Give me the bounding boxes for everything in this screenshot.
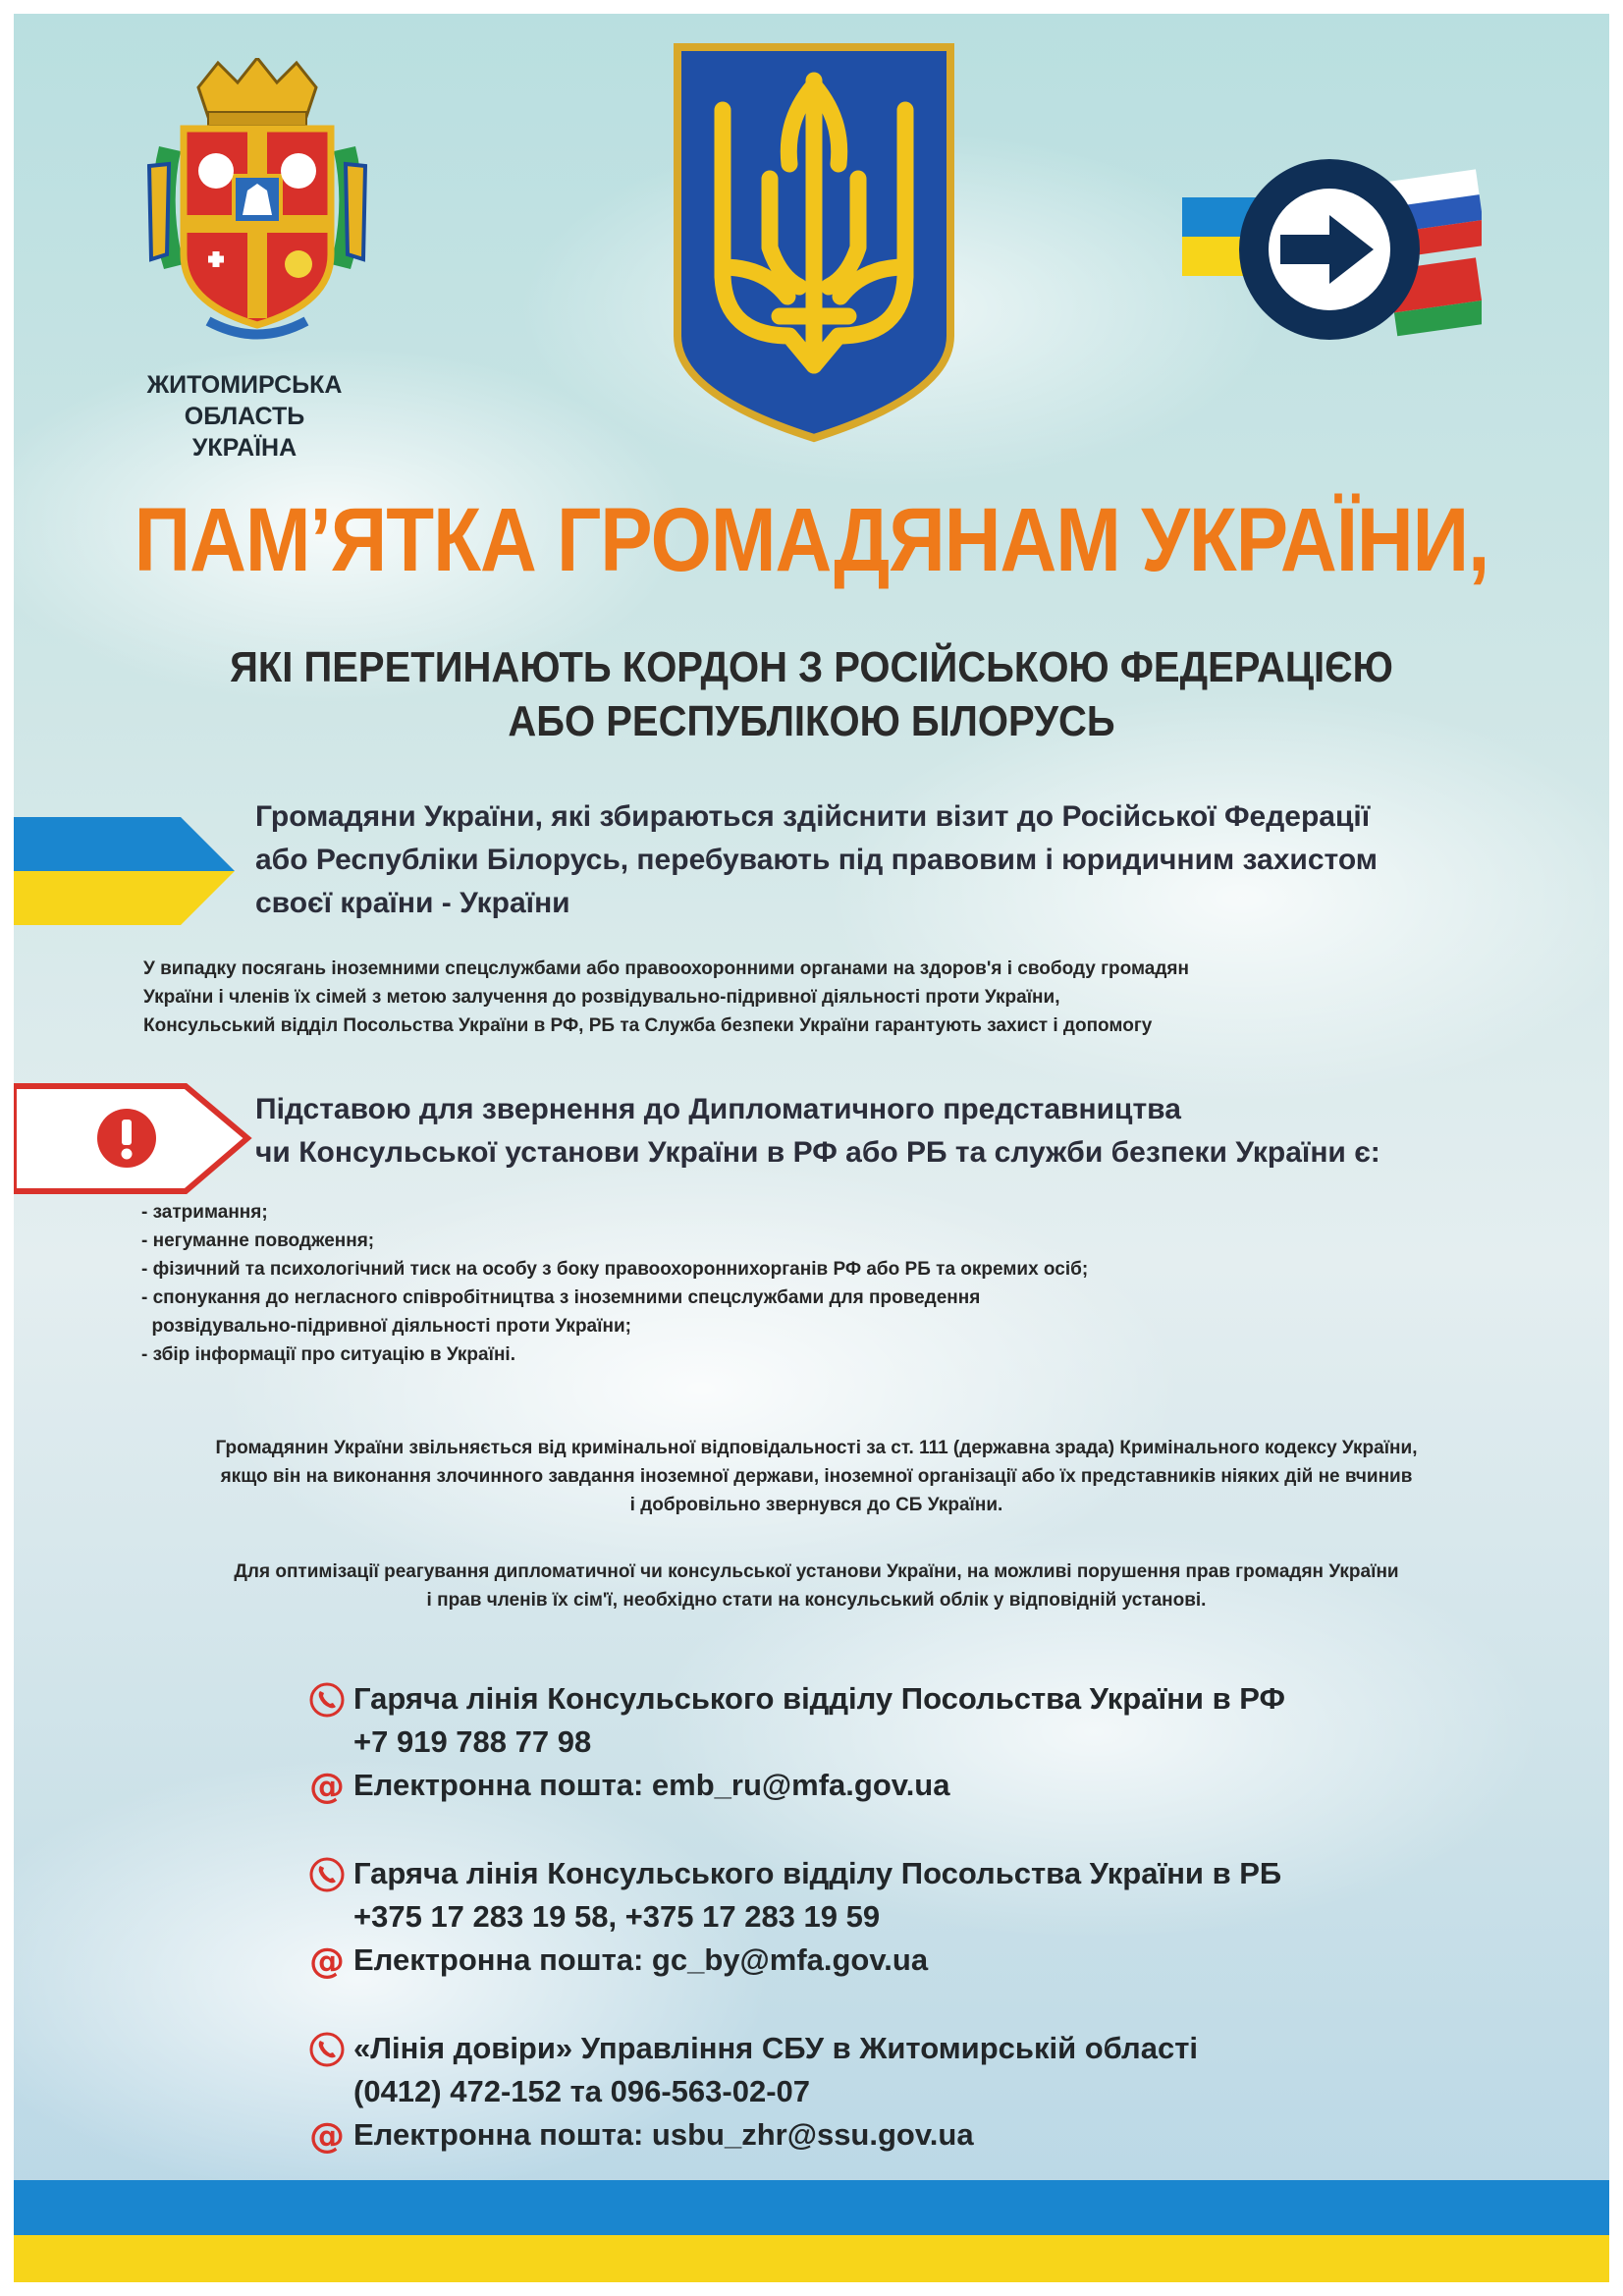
- contact-block-rf: [308, 1677, 1487, 1807]
- lead-line: Громадяни України, які збираються здійснити візит до Російської Федерації: [255, 800, 1371, 833]
- phone-icon: [308, 1681, 346, 1719]
- paragraph-line: і добровільно звернувся до СБ України.: [629, 1495, 1003, 1515]
- email-text[interactable]: Електронна пошта: usbu_zhr@ssu.gov.ua: [353, 2117, 974, 2152]
- paragraph-line: У випадку посягань іноземними спецслужбами або правоохоронними органами на здоров'я і свободу громадян: [143, 958, 1189, 979]
- border-crossing-emblem-icon: [1182, 156, 1482, 343]
- email-text[interactable]: Електронна пошта: gc_by@mfa.gov.ua: [353, 1942, 929, 1977]
- list-item: - негуманне поводження;: [141, 1230, 375, 1251]
- phone-numbers[interactable]: +375 17 283 19 58, +375 17 283 19 59: [353, 1899, 881, 1934]
- phone-number-line[interactable]: [308, 1721, 1487, 1764]
- at-sign-icon: [308, 2117, 346, 2155]
- grounds-list: [141, 1198, 1516, 1369]
- basis-heading: [255, 1088, 1561, 1175]
- registration-paragraph: [92, 1558, 1541, 1614]
- flag-stripe-yellow: [14, 2235, 1609, 2282]
- subtitle: [73, 640, 1550, 748]
- phone-numbers[interactable]: +7 919 788 77 98: [353, 1724, 592, 1759]
- basis-line: Підставою для звернення до Дипломатичного представництва: [255, 1093, 1181, 1125]
- zhytomyr-coat-of-arms-icon: [139, 58, 375, 353]
- region-label: [92, 369, 397, 464]
- country-name-line: УКРАЇНА: [191, 434, 298, 462]
- contact-block-rb: [308, 1852, 1487, 1982]
- lead-paragraph: [255, 795, 1561, 925]
- protection-paragraph: [143, 955, 1518, 1040]
- paragraph-line: Для оптимізації реагування дипломатичної чи консульської установи України, на можливі порушення прав громадян України: [234, 1561, 1399, 1582]
- paragraph-line: України і членів їх сімей з метою залучення до розвідувально-підривної діяльності проти України,: [143, 987, 1060, 1008]
- svg-text:@: @: [309, 1768, 345, 1805]
- email-text[interactable]: Електронна пошта: emb_ru@mfa.gov.ua: [353, 1768, 950, 1802]
- memo-poster: [14, 14, 1609, 2282]
- flag-arrow-icon: [14, 817, 235, 925]
- svg-text:@: @: [309, 2117, 345, 2155]
- region-name-line: ЖИТОМИРСЬКА ОБЛАСТЬ: [146, 371, 343, 430]
- basis-line: чи Консульської установи України в РФ або РБ та служби безпеки України є:: [255, 1136, 1380, 1169]
- list-item: розвідувально-підривної діяльності проти України;: [141, 1316, 631, 1337]
- subtitle-line: ЯКІ ПЕРЕТИНАЮТЬ КОРДОН З РОСІЙСЬКОЮ ФЕДЕРАЦІЄЮ: [230, 643, 1393, 691]
- phone-icon: [308, 2031, 346, 2068]
- email-line[interactable]: [308, 1939, 1487, 1982]
- hotline-label: «Лінія довіри» Управління СБУ в Житомирській області: [353, 2031, 1199, 2065]
- lead-line: своєї країни - України: [255, 887, 570, 919]
- warning-arrow-icon: [14, 1082, 254, 1195]
- liability-paragraph: [63, 1434, 1570, 1519]
- hotline-line: [308, 2027, 1487, 2070]
- at-sign-icon: [308, 1942, 346, 1980]
- list-item: - затримання;: [141, 1202, 268, 1223]
- list-item: - спонукання до негласного співробітництва з іноземними спецслужбами для проведення: [141, 1287, 981, 1308]
- flag-stripe-blue: [14, 2180, 1609, 2235]
- phone-numbers[interactable]: (0412) 472-152 та 096-563-02-07: [353, 2074, 811, 2108]
- hotline-line: [308, 1852, 1487, 1895]
- paragraph-line: Громадянин України звільняється від кримінальної відповідальності за ст. 111 (державна зрада) Кримінального кодексу України,: [215, 1438, 1418, 1458]
- lead-line: або Республіки Білорусь, перебувають під правовим і юридичним захистом: [255, 844, 1378, 876]
- paragraph-line: Консульський відділ Посольства України в РФ, РБ та Служба безпеки України гарантують захист і допомогу: [143, 1015, 1153, 1036]
- email-line[interactable]: [308, 2113, 1487, 2157]
- subtitle-line: АБО РЕСПУБЛІКОЮ БІЛОРУСЬ: [508, 697, 1115, 745]
- hotline-label: Гаряча лінія Консульського відділу Посольства України в РФ: [353, 1681, 1285, 1716]
- main-title: ПАМ’ЯТКА ГРОМАДЯНАМ УКРАЇНИ,: [134, 489, 1489, 590]
- paragraph-line: якщо він на виконання злочинного завдання іноземної держави, іноземної організації або їх представників ніяких дій не вчинив: [220, 1466, 1413, 1487]
- svg-text:@: @: [309, 1942, 345, 1980]
- contact-block-sbu: [308, 2027, 1487, 2157]
- hotline-line: [308, 1677, 1487, 1721]
- phone-icon: [308, 1856, 346, 1893]
- hotline-label: Гаряча лінія Консульського відділу Посольства України в РБ: [353, 1856, 1282, 1890]
- list-item: - фізичний та психологічний тиск на особу з боку правоохороннихорганів РФ або РБ та окремих осіб;: [141, 1259, 1089, 1280]
- at-sign-icon: [308, 1768, 346, 1805]
- paragraph-line: і прав членів їх сім'ї, необхідно стати на консульський облік у відповідній установі.: [426, 1590, 1207, 1611]
- phone-number-line[interactable]: [308, 2070, 1487, 2113]
- list-item: - збір інформації про ситуацію в Україні.: [141, 1344, 515, 1365]
- ukraine-trident-emblem-icon: [672, 41, 956, 444]
- email-line[interactable]: [308, 1764, 1487, 1807]
- phone-number-line[interactable]: [308, 1895, 1487, 1939]
